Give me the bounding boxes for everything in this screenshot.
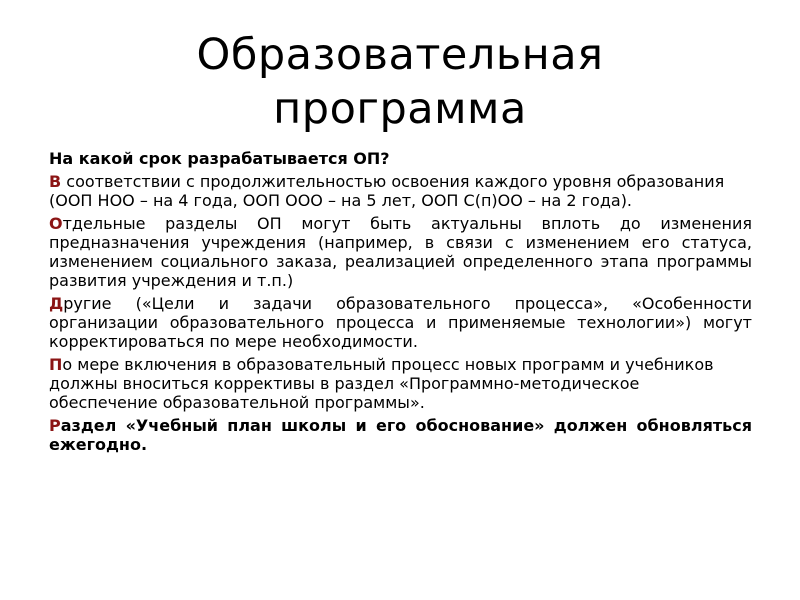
paragraph-initial: Д [49, 294, 64, 313]
slide-title-line-1: Образовательная [196, 30, 604, 80]
paragraph-text: ругие («Цели и задачи образовательного процесса», «Особенности организации образовательного процесса и применяемые технологии») могут корректироваться по мере необходимости. [49, 294, 752, 351]
paragraph-text: соответствии с продолжительностью освоения каждого уровня образования (ООП НОО – на 4 года, ООП ООО – на 5 лет, ООП С(п)ОО – на 2 года). [49, 172, 725, 210]
paragraph-initial: О [49, 214, 63, 233]
slide-body [49, 149, 752, 458]
paragraph-text: о мере включения в образовательный процесс новых программ и учебников должны вноситься коррективы в раздел «Программно-методическое обеспечение образовательной программы». [49, 355, 714, 412]
paragraph-initial: Р [49, 416, 61, 435]
paragraph-new-programs [49, 355, 752, 412]
slide-title-line-2: программа [273, 84, 527, 134]
paragraph-curriculum [49, 416, 752, 454]
slide-title [100, 28, 700, 136]
paragraph-separate-sections [49, 214, 752, 290]
paragraph-other-sections [49, 294, 752, 351]
paragraph-initial: В [49, 172, 62, 191]
paragraph-initial: П [49, 355, 63, 374]
paragraph-text: тдельные разделы ОП могут быть актуальны вплоть до изменения предназначения учреждения (например, в связи с изменением его статуса, изменением социального заказа, реализацией определенного этапа программы развития учреждения и т.п.) [49, 214, 752, 290]
paragraph-text: аздел «Учебный план школы и его обоснование» должен обновляться ежегодно. [49, 416, 752, 454]
paragraph-duration [49, 172, 752, 210]
question-heading: На какой срок разрабатывается ОП? [49, 149, 390, 168]
